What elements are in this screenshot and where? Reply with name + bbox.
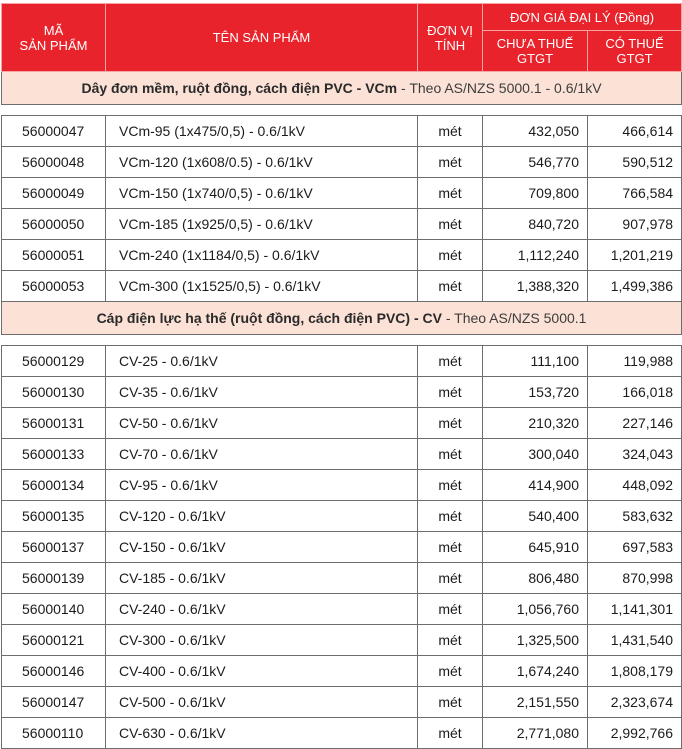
product-unit: mét [418,656,483,687]
product-unit: mét [418,346,483,377]
table-row [2,439,682,470]
table-row [2,408,682,439]
table-row [2,625,682,656]
table-row [2,687,682,718]
product-code: 56000134 [2,470,106,501]
product-code: 56000129 [2,346,106,377]
price-no-vat: 300,040 [483,439,588,470]
section-spacer-cell [2,105,682,116]
product-unit: mét [418,718,483,749]
price-no-vat: 1,674,240 [483,656,588,687]
table-row [2,594,682,625]
price-vat: 870,998 [588,563,682,594]
price-no-vat: 546,770 [483,147,588,178]
price-vat: 1,808,179 [588,656,682,687]
header-code-line1: MÃ [43,22,64,38]
product-code: 56000131 [2,408,106,439]
price-vat: 166,018 [588,377,682,408]
table-row [2,563,682,594]
product-code: 56000139 [2,563,106,594]
product-code: 56000147 [2,687,106,718]
product-unit: mét [418,116,483,147]
table-row [2,656,682,687]
product-unit: mét [418,147,483,178]
product-unit: mét [418,408,483,439]
table-row [2,209,682,240]
section-spacer-cell [2,335,682,346]
price-no-vat: 210,320 [483,408,588,439]
header-price-no-vat [483,31,588,72]
price-vat: 119,988 [588,346,682,377]
header-price-no-vat-line2: GTGT [516,51,554,66]
price-vat: 2,323,674 [588,687,682,718]
product-unit: mét [418,563,483,594]
product-name: CV-95 - 0.6/1kV [106,470,418,501]
table-row [2,718,682,749]
product-name: CV-400 - 0.6/1kV [106,656,418,687]
price-vat: 1,141,301 [588,594,682,625]
section-title: Dây đơn mềm, ruột đồng, cách điện PVC - VCm [81,80,398,96]
price-no-vat: 2,151,550 [483,687,588,718]
header-code [2,4,106,72]
price-no-vat: 1,388,320 [483,271,588,302]
table-row [2,501,682,532]
header-name [106,4,418,72]
product-name: CV-70 - 0.6/1kV [106,439,418,470]
product-name: CV-50 - 0.6/1kV [106,408,418,439]
product-code: 56000049 [2,178,106,209]
product-unit: mét [418,501,483,532]
header-price-vat-line1: CÓ THUẾ [605,36,664,51]
table-row [2,116,682,147]
product-name: VCm-240 (1x1184/0,5) - 0.6/1kV [106,240,418,271]
product-unit: mét [418,209,483,240]
price-vat: 590,512 [588,147,682,178]
section-title-cell [2,72,682,105]
price-table [1,3,682,749]
price-no-vat: 709,800 [483,178,588,209]
header-price-vat-line2: GTGT [616,51,653,66]
price-vat: 697,583 [588,532,682,563]
product-name: CV-300 - 0.6/1kV [106,625,418,656]
price-vat: 907,978 [588,209,682,240]
table-row [2,271,682,302]
price-vat: 227,146 [588,408,682,439]
price-no-vat: 1,112,240 [483,240,588,271]
product-unit: mét [418,178,483,209]
table-row [2,532,682,563]
section-spacer [2,105,682,116]
header-name-label: TÊN SẢN PHẨM [212,30,311,45]
table-row [2,240,682,271]
table-row [2,147,682,178]
product-name: CV-25 - 0.6/1kV [106,346,418,377]
product-code: 56000110 [2,718,106,749]
product-code: 56000053 [2,271,106,302]
price-no-vat: 840,720 [483,209,588,240]
product-name: VCm-185 (1x925/0,5) - 0.6/1kV [106,209,418,240]
header-price-group [483,4,682,31]
header-price-no-vat-line1: CHƯA THUẾ [496,36,574,51]
product-code: 56000140 [2,594,106,625]
product-code: 56000133 [2,439,106,470]
product-code: 56000050 [2,209,106,240]
product-name: VCm-150 (1x740/0,5) - 0.6/1kV [106,178,418,209]
product-code: 56000051 [2,240,106,271]
price-no-vat: 806,480 [483,563,588,594]
header-unit-line2: TÍNH [434,37,466,53]
product-name: CV-630 - 0.6/1kV [106,718,418,749]
header-code-line2: SẢN PHẨM [19,37,88,53]
price-no-vat: 645,910 [483,532,588,563]
product-code: 56000047 [2,116,106,147]
section-title: Cáp điện lực hạ thế (ruột đồng, cách điện PVC) - CV [96,310,442,326]
product-unit: mét [418,470,483,501]
price-no-vat: 2,771,080 [483,718,588,749]
table-body [2,72,682,749]
price-vat: 324,043 [588,439,682,470]
price-vat: 1,431,540 [588,625,682,656]
product-name: VCm-95 (1x475/0,5) - 0.6/1kV [106,116,418,147]
product-code: 56000135 [2,501,106,532]
price-vat: 466,614 [588,116,682,147]
product-code: 56000146 [2,656,106,687]
section-standard: - Theo AS/NZS 5000.1 - 0.6/1kV [401,80,602,96]
price-vat: 766,584 [588,178,682,209]
product-unit: mét [418,439,483,470]
price-vat: 1,499,386 [588,271,682,302]
section-header [2,72,682,105]
price-no-vat: 414,900 [483,470,588,501]
product-unit: mét [418,240,483,271]
table-row [2,346,682,377]
product-name: CV-150 - 0.6/1kV [106,532,418,563]
section-header [2,302,682,335]
price-no-vat: 432,050 [483,116,588,147]
section-spacer [2,335,682,346]
header-unit [418,4,483,72]
product-unit: mét [418,594,483,625]
product-name: CV-35 - 0.6/1kV [106,377,418,408]
table-row [2,377,682,408]
product-name: CV-185 - 0.6/1kV [106,563,418,594]
price-no-vat: 153,720 [483,377,588,408]
table-header [2,4,682,72]
product-unit: mét [418,625,483,656]
price-no-vat: 1,325,500 [483,625,588,656]
price-vat: 2,992,766 [588,718,682,749]
header-price-group-label: ĐƠN GIÁ ĐẠI LÝ (Đồng) [509,9,655,25]
price-no-vat: 540,400 [483,501,588,532]
table-row [2,178,682,209]
product-unit: mét [418,377,483,408]
product-unit: mét [418,532,483,563]
product-unit: mét [418,271,483,302]
product-code: 56000137 [2,532,106,563]
product-name: VCm-300 (1x1525/0,5) - 0.6/1kV [106,271,418,302]
section-standard: - Theo AS/NZS 5000.1 [445,310,587,326]
product-unit: mét [418,687,483,718]
product-name: CV-240 - 0.6/1kV [106,594,418,625]
product-code: 56000048 [2,147,106,178]
table-row [2,470,682,501]
product-name: CV-500 - 0.6/1kV [106,687,418,718]
price-vat: 1,201,219 [588,240,682,271]
section-title-cell [2,302,682,335]
header-price-vat [588,31,682,72]
price-no-vat: 111,100 [483,346,588,377]
product-name: VCm-120 (1x608/0.5) - 0.6/1kV [106,147,418,178]
product-code: 56000130 [2,377,106,408]
header-unit-line1: ĐƠN VỊ [427,22,473,38]
product-code: 56000121 [2,625,106,656]
price-no-vat: 1,056,760 [483,594,588,625]
price-vat: 448,092 [588,470,682,501]
price-vat: 583,632 [588,501,682,532]
product-name: CV-120 - 0.6/1kV [106,501,418,532]
